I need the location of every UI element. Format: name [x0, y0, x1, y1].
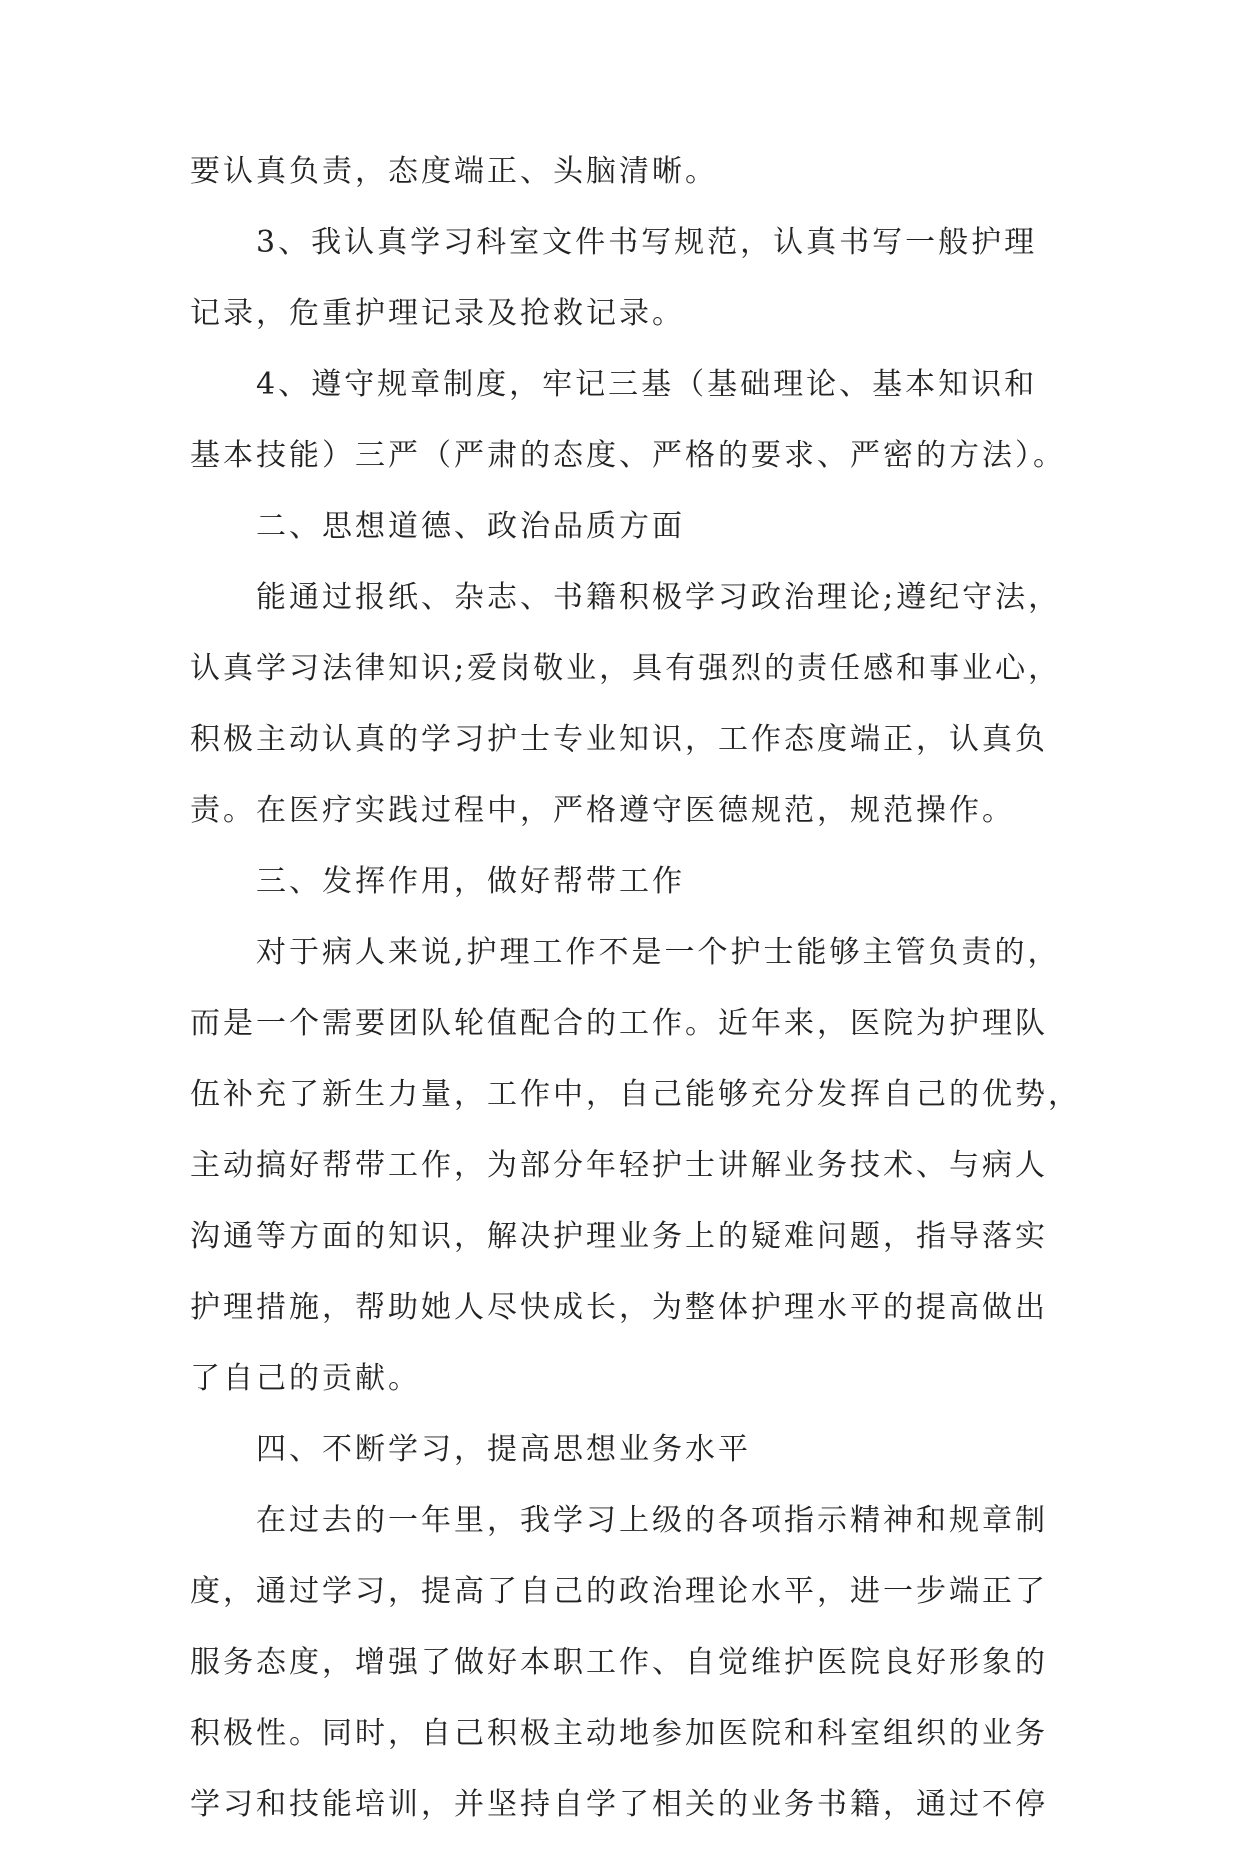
list-item-3: 3、我认真学习科室文件书写规范，认真书写一般护理: [256, 225, 1038, 260]
text-line: 责。在医疗实践过程中，严格遵守医德规范，规范操作。: [190, 793, 1015, 828]
text-line: 积极性。同时，自己积极主动地参加医院和科室组织的业务: [190, 1716, 1048, 1751]
paragraph-start: 能通过报纸、杂志、书籍积极学习政治理论;遵纪守法，: [256, 580, 1062, 615]
section-heading-4: 四、不断学习，提高思想业务水平: [256, 1432, 751, 1467]
text-line: 基本技能）三严（严肃的态度、严格的要求、严密的方法）。: [190, 438, 1066, 473]
paragraph-start: 对于病人来说,护理工作不是一个护士能够主管负责的，: [256, 935, 1061, 970]
document-body: [190, 154, 1081, 1858]
list-item-4: 4、遵守规章制度，牢记三基（基础理论、基本知识和: [256, 367, 1038, 402]
text-line: 了自己的贡献。: [190, 1361, 421, 1396]
text-line: 主动搞好帮带工作，为部分年轻护士讲解业务技术、与病人: [190, 1148, 1048, 1183]
text-line: 记录，危重护理记录及抢救记录。: [190, 296, 685, 331]
text-line: 而是一个需要团队轮值配合的工作。近年来，医院为护理队: [190, 1006, 1048, 1041]
paragraph-start: 在过去的一年里，我学习上级的各项指示精神和规章制: [256, 1503, 1048, 1538]
text-line: 要认真负责，态度端正、头脑清晰。: [190, 154, 718, 189]
text-line: 认真学习法律知识;爱岗敬业，具有强烈的责任感和事业心，: [190, 651, 1062, 686]
text-line: 度，通过学习，提高了自己的政治理论水平，进一步端正了: [190, 1574, 1048, 1609]
section-heading-3: 三、发挥作用，做好帮带工作: [256, 864, 685, 899]
text-line: 学习和技能培训，并坚持自学了相关的业务书籍，通过不停: [190, 1787, 1048, 1822]
text-line: 沟通等方面的知识，解决护理业务上的疑难问题，指导落实: [190, 1219, 1048, 1254]
section-heading-2: 二、思想道德、政治品质方面: [256, 509, 685, 544]
text-line: 积极主动认真的学习护士专业知识，工作态度端正，认真负: [190, 722, 1048, 757]
text-line: 护理措施，帮助她人尽快成长，为整体护理水平的提高做出: [190, 1290, 1048, 1325]
text-line: 伍补充了新生力量，工作中，自己能够充分发挥自己的优势，: [190, 1077, 1081, 1112]
text-line: 服务态度，增强了做好本职工作、自觉维护医院良好形象的: [190, 1645, 1048, 1680]
